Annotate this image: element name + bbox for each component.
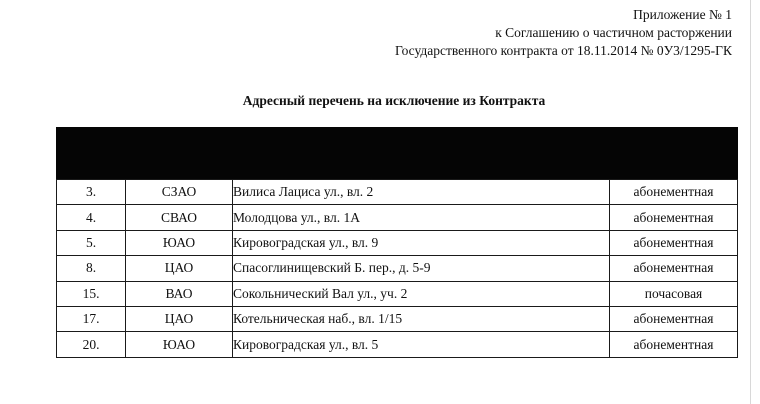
address-cell: Спасоглинищевский Б. пер., д. 5-9 <box>233 256 610 281</box>
table-row <box>57 281 738 306</box>
page-edge-line <box>750 0 751 404</box>
document-title: Адресный перечень на исключение из Контракта <box>242 93 546 108</box>
district-cell: ВАО <box>126 281 233 306</box>
address-cell: Молодцова ул., вл. 1А <box>233 205 610 230</box>
address-table-body <box>56 179 738 358</box>
row-number: 17. <box>57 306 126 331</box>
table-row <box>57 332 738 357</box>
table-row <box>57 180 738 205</box>
parking-type-cell: абонементная <box>610 306 738 331</box>
row-number: 15. <box>57 281 126 306</box>
address-cell: Котельническая наб., вл. 1/15 <box>233 306 610 331</box>
address-cell: Кировоградская ул., вл. 5 <box>233 332 610 357</box>
contract-reference: Государственного контракта от 18.11.2014 № 0У3/1295-ГК <box>394 43 732 58</box>
parking-type-cell: абонементная <box>610 332 738 357</box>
address-cell: Вилиса Лациса ул., вл. 2 <box>233 180 610 205</box>
table-row <box>57 205 738 230</box>
district-cell: СЗАО <box>126 180 233 205</box>
parking-type-cell: абонементная <box>610 230 738 255</box>
row-number: 4. <box>57 205 126 230</box>
appendix-header <box>395 6 732 60</box>
district-cell: ЦАО <box>126 306 233 331</box>
district-cell: ЦАО <box>126 256 233 281</box>
table-row <box>57 230 738 255</box>
row-number: 3. <box>57 180 126 205</box>
table-row <box>57 306 738 331</box>
table-header-redacted <box>56 127 738 179</box>
agreement-reference: к Соглашению о частичном расторжении <box>495 25 732 40</box>
parking-type-cell: почасовая <box>610 281 738 306</box>
address-table <box>56 127 738 358</box>
parking-type-cell: абонементная <box>610 205 738 230</box>
parking-type-cell: абонементная <box>610 256 738 281</box>
table-row <box>57 256 738 281</box>
district-cell: СВАО <box>126 205 233 230</box>
parking-type-cell: абонементная <box>610 180 738 205</box>
address-cell: Кировоградская ул., вл. 9 <box>233 230 610 255</box>
row-number: 20. <box>57 332 126 357</box>
row-number: 8. <box>57 256 126 281</box>
appendix-number: Приложение № 1 <box>633 7 732 22</box>
address-cell: Сокольнический Вал ул., уч. 2 <box>233 281 610 306</box>
district-cell: ЮАО <box>126 332 233 357</box>
row-number: 5. <box>57 230 126 255</box>
district-cell: ЮАО <box>126 230 233 255</box>
